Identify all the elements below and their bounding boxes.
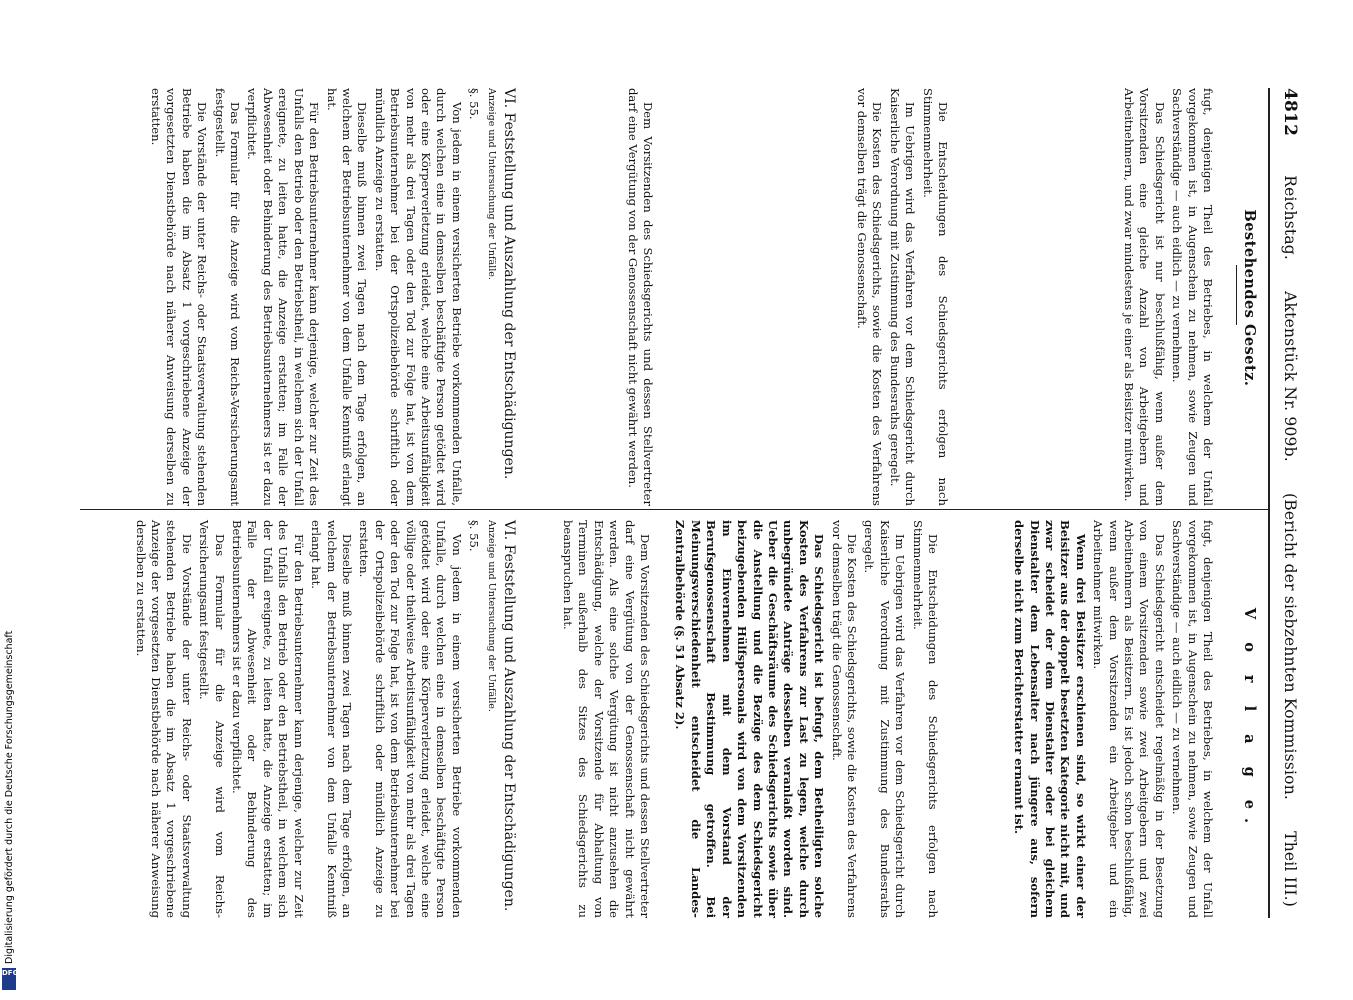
right-paragraph-number: §. 55. (467, 520, 482, 552)
column-divider (80, 509, 1270, 510)
left-para-3: Im Uebrigen wird das Verfahren vor dem Schiedsgericht durch Kaiserliche Verordnung mit Zustimmung des Bundesraths geregelt. (887, 88, 918, 506)
right-block-3 (537, 520, 652, 918)
page-number: 4812 (1280, 88, 1300, 137)
right-para-4: Im Uebrigen wird das Verfahren vor dem Schiedsgericht durch Kaiserliche Verordnung mit Zustimmung des Bundesraths geregelt. (862, 520, 908, 918)
left-para-5: Dem Vorsitzenden des Schiedsgerichts und dessen Stellvertreter darf eine Vergütung von der Genossenschaft nicht gewährt werden. (625, 88, 655, 506)
digitization-credit: Digitalisierung gefördert durch die Deutsche Forschungsgemeinschaft (4, 630, 15, 964)
right-para-9: Für den Betriebsunternehmer kann derjenige, welcher zur Zeit des Unfalls den Betrieb oder den Betriebstheil, in welchem sich der Unfall ereignete, zu leiten hatte, die Anzeige erstatten; im Falle der Abwesenheit oder Behinderung des Betriebsunternehmers ist er dazu verpflichtet. (230, 520, 306, 918)
left-column-title: Bestehendes Gesetz. (1241, 209, 1258, 387)
right-para-10: Das Formular für die Anzeige wird vom Reichs-Versicherungsamt festgestellt. (197, 520, 227, 918)
right-para-6: Dem Vorsitzenden des Schiedsgerichts und dessen Stellvertreter darf eine Vergütung von der Genossenschaft nicht gewährt werden. Als eine solche Vergütung ist nicht anzusehen die Entschädigung, welche der Vorsitzende für Abhaltung von Terminen außerhalb des Sitzes des Schiedsgerichts zu beanspruchen hat. (560, 520, 652, 918)
right-para-1-text: Das Schiedsgericht entscheidet regelmäßig in der Besetzung von einem Vorsitzenden sowie zwei Arbeitgebern und zwei Arbeitnehmern als Beisitzern. Es ist jedoch schon beschlußfähig, wenn außer dem Vorsitzenden ein Arbeitgeber und ein Arbeitnehmer mitwirken. (1091, 520, 1167, 918)
left-block-4 (102, 88, 522, 506)
header-report: (Bericht der siebzehnten Kommission. (1281, 493, 1299, 801)
header-part: Theil III.) (1281, 831, 1299, 908)
left-para-8: Für den Betriebsunternehmer kann derjenige, welcher zur Zeit des Unfalls den Betrieb oder den Betriebstheil, in welchem sich der Unfall ereignete, zu leiten hatte, die Anzeige erstatten; im Falle der Abwesenheit oder Behinderung des Betriebsunternehmers ist er dazu verpflichtet. (245, 88, 322, 506)
right-para-8: Dieselbe muß binnen zwei Tagen nach dem Tage erfolgen, an welchem der Betriebsunternehmer von dem Unfalle Kenntniß erlangt hat. (309, 520, 354, 918)
left-subsection-heading: Anzeige und Untersuchung der Unfälle. (485, 88, 497, 280)
left-para-4: Die Kosten des Schiedsgerichts, sowie die Kosten des Verfahrens vor demselben trägt die Genossenschaft. (854, 88, 885, 506)
right-column-title: V o r l a g e. (1241, 607, 1258, 833)
left-block-2 (850, 88, 950, 506)
running-header (1280, 88, 1300, 907)
left-para-6: Von jedem in einem versicherten Betriebe vorkommenden Unfalle, durch welchen eine in demselben beschäftigte Person getödtet wird oder eine Körperverletzung erleidet, welche eine Arbeitsunfähigkeit von mehr als drei Tagen oder den Tod zur Folge hat, ist von dem Betriebsunternehmer bei der Ortspolizeibehörde schriftlich oder mündlich Anzeige zu erstatten. (372, 88, 464, 506)
left-para-9: Das Formular für die Anzeige wird vom Reichs-Versicherungsamt festgestellt. (212, 88, 243, 506)
right-para-11: Die Vorstände der unter Reichs- oder Staatsverwaltung stehenden Betriebe haben die im Absatz 1 vorgeschriebene Anzeige der vorgesetzten Dienstbehörde nach näherer Anweisung derselben zu erstatten. (133, 520, 194, 918)
left-para-7: Dieselbe muß binnen zwei Tagen nach dem Tage erfolgen, an welchem der Betriebsunternehmer von dem Unfalle Kenntniß erlangt hat. (324, 88, 370, 506)
left-para-1: Das Schiedsgericht ist nur beschlußfähig, wenn außer dem Vorsitzenden eine gleiche Anzahl von Arbeitgebern und Arbeitnehmern, und zwar mindestens je einer als Beisitzer mitwirken. (1121, 88, 1167, 506)
left-title-rule (1236, 265, 1237, 325)
right-section-heading: VI. Feststellung und Auszahlung der Entschädigungen. (501, 520, 517, 912)
right-intro: fugt, denjenigen Theil des Betriebes, in welchem der Unfall vorgekommen ist, in Augenschein zu nehmen, sowie Zeugen und Sachverständige — auch eidlich — zu vernehmen. (1170, 520, 1215, 918)
right-block-2 (650, 520, 940, 918)
right-para-2: Wenn drei Beisitzer erschienen sind, so wirkt einer der Beisitzer aus der doppelt besetzten Kategorie nicht mit, und zwar scheidet der dem Dienstalter oder bei gleichem Dienstalter dem Lebensalter nach jüngere aus, sofern derselbe nicht zum Berichterstatter ernannt ist. (1012, 520, 1088, 918)
right-para-5a: Die Kosten des Schiedsgerichts, sowie die Kosten des Verfahrens vor demselben trägt die Genossenschaft. (829, 520, 859, 918)
right-para-7: Von jedem in einem versicherten Betriebe vorkommenden Unfalle, durch welchen eine in demselben beschäftigte Person getödtet wird oder eine Körperverletzung erleidet, welche eine völlige oder theilweise Arbeitsunfähigkeit von mehr als drei Tagen oder den Tod zur Folge hat, ist von dem Betriebsunternehmer bei der Ortspolizeibehörde schriftlich oder mündlich Anzeige zu erstatten. (357, 520, 464, 918)
left-section-heading: VI. Feststellung und Auszahlung der Entschädigungen. (501, 88, 517, 480)
header-rule (1268, 88, 1270, 918)
right-subsection-heading: Anzeige und Untersuchung der Unfälle. (485, 520, 497, 712)
left-intro: fugt, denjenigen Theil des Betriebes, in welchem der Unfall vorgekommen ist, in Augenschein zu nehmen, sowie Zeugen und Sachverständige — auch eidlich — zu vernehmen. (1170, 88, 1215, 506)
right-block-1 (965, 520, 1215, 918)
left-para-2: Die Entscheidungen des Schiedsgerichts erfolgen nach Stimmenmehrheit. (920, 88, 950, 506)
left-block-1 (985, 88, 1215, 506)
right-block-4 (82, 520, 522, 918)
right-para-1 (1090, 520, 1167, 918)
header-document: Aktenstück Nr. 909b. (1281, 291, 1299, 462)
left-paragraph-number: §. 55. (467, 88, 482, 120)
dfg-logo (2, 968, 19, 990)
header-publication: Reichstag. (1281, 175, 1299, 261)
right-para-5b: Das Schiedsgericht ist befugt, dem Betheiligten solche Kosten des Verfahrens zur Last zu legen, welche durch unbegründete Anträge desselben veranlaßt worden sind. Ueber die Geschäftsräume des Schiedsgerichts sowie über die Anstellung und die Bezüge des dem Schiedsgericht beizugebenden Hülfspersonals wird von dem Vorsitzenden im Einvernehmen mit dem Vorstand der Berufsgenossenschaft Bestimmung getroffen. Bei Meinungsverschiedenheit entscheidet die Landes-Zentralbehörde (§. 51 Absatz 2). (673, 520, 827, 918)
right-para-3: Die Entscheidungen des Schiedsgerichts erfolgen nach Stimmenmehrheit. (910, 520, 940, 918)
left-block-3 (595, 88, 655, 506)
left-para-10: Die Vorstände der unter Reichs- oder Staatsverwaltung stehenden Betriebe haben die im Absatz 1 vorgeschriebene Anzeige der vorgesetzten Dienstbehörde nach näherer Anweisung derselben zu erstatten. (149, 88, 210, 506)
dfg-logo-text: DFG (2, 969, 19, 977)
